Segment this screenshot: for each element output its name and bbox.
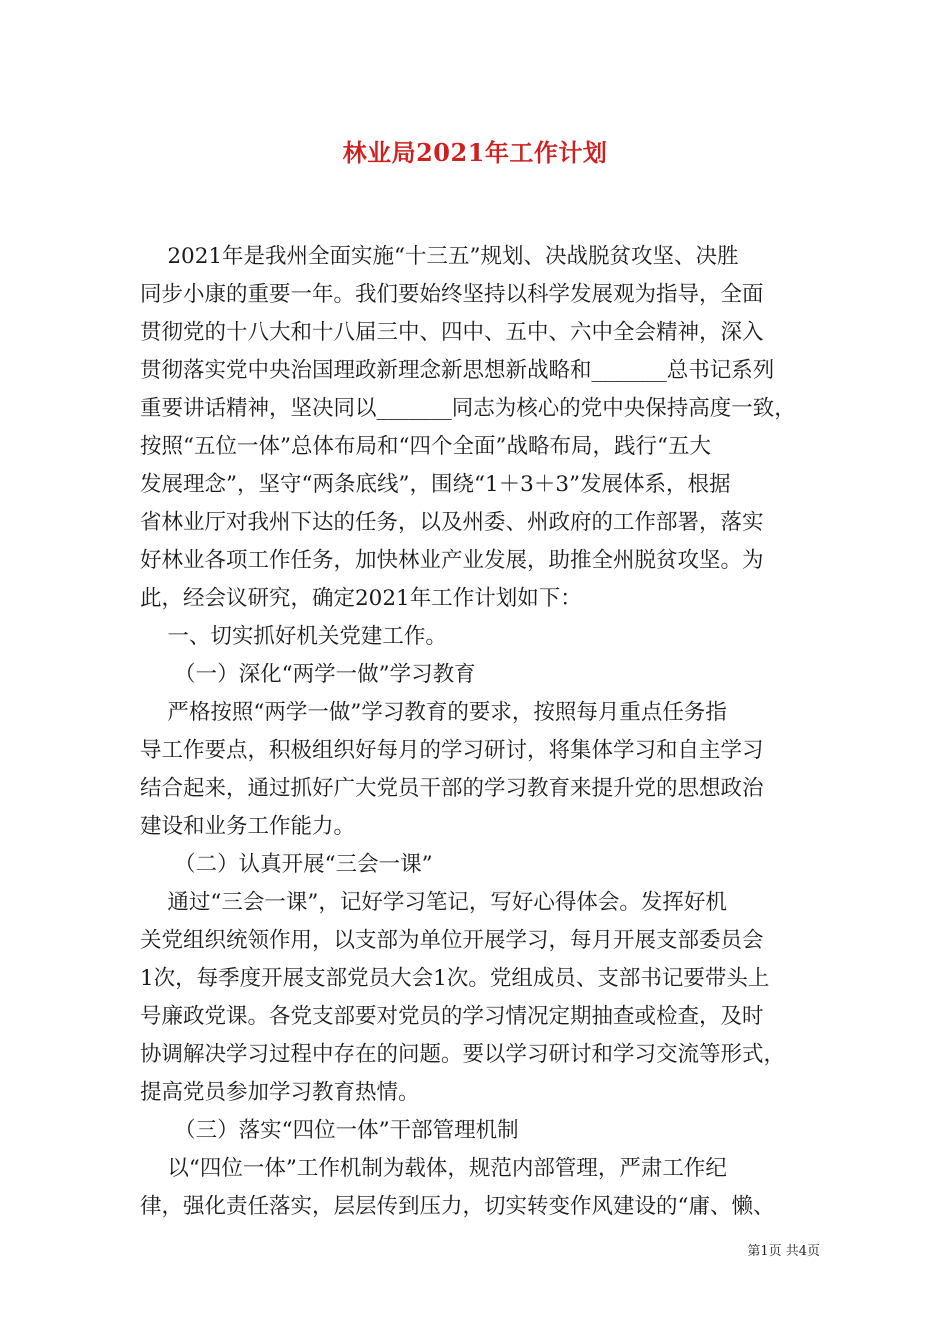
document-title: 林业局2021年工作计划 [342, 138, 608, 167]
text-line: 严格按照“两学一做”学习教育的要求，按照每月重点任务指 [140, 700, 727, 725]
text-line: 按照“五位一体”总体布局和“四个全面”战略布局，践行“五大 [140, 434, 711, 459]
text-line: 2021年是我州全面实施“十三五”规划、决战脱贫攻坚、决胜 [140, 244, 739, 269]
section-heading: 一、切实抓好机关党建工作。 [140, 624, 447, 649]
text-line: 关党组织统领作用，以支部为单位开展学习，每月开展支部委员会 [140, 928, 764, 953]
text-line: 导工作要点，积极组织好每月的学习研讨，将集体学习和自主学习 [140, 738, 764, 763]
text-line: 发展理念”，坚守“两条底线”，围绕“1＋3＋3”发展体系，根据 [140, 472, 731, 497]
text-line: 贯彻落实党中央治国理政新理念新思想新战略和_______总书记系列 [140, 358, 775, 383]
text-line: 以“四位一体”工作机制为载体，规范内部管理，严肃工作纪 [140, 1156, 727, 1181]
subsection-heading: （一）深化“两学一做”学习教育 [140, 662, 476, 687]
text-line: 重要讲话精神，坚决同以_______同志为核心的党中央保持高度一致， [140, 396, 796, 421]
text-line: 提高党员参加学习教育热情。 [140, 1080, 420, 1105]
text-line: 此，经会议研究，确定2021年工作计划如下： [140, 586, 582, 611]
text-line: 贯彻党的十八大和十八届三中、四中、五中、六中全会精神，深入 [140, 320, 764, 345]
page-number: 第1页 共4页 [747, 1244, 820, 1259]
text-line: 号廉政党课。各党支部要对党员的学习情况定期抽查或检查，及时 [140, 1004, 764, 1029]
text-line: 建设和业务工作能力。 [140, 814, 356, 839]
subsection-heading: （三）落实“四位一体”干部管理机制 [140, 1118, 519, 1143]
text-line: 省林业厅对我州下达的任务，以及州委、州政府的工作部署，落实 [140, 510, 764, 535]
text-line: 律，强化责任落实，层层传到压力，切实转变作风建设的“庸、懒、 [140, 1194, 775, 1219]
document-body [140, 238, 812, 1226]
text-line: 协调解决学习过程中存在的问题。要以学习研讨和学习交流等形式， [140, 1042, 786, 1067]
text-line: 同步小康的重要一年。我们要始终坚持以科学发展观为指导，全面 [140, 282, 764, 307]
subsection-heading: （二）认真开展“三会一课” [140, 852, 433, 877]
text-line: 好林业各项工作任务，加快林业产业发展，助推全州脱贫攻坚。为 [140, 548, 764, 573]
text-line: 通过“三会一课”，记好学习笔记，写好心得体会。发挥好机 [140, 890, 727, 915]
text-line: 1次，每季度开展支部党员大会1次。党组成员、支部书记要带头上 [140, 966, 770, 991]
text-line: 结合起来，通过抓好广大党员干部的学习教育来提升党的思想政治 [140, 776, 764, 801]
